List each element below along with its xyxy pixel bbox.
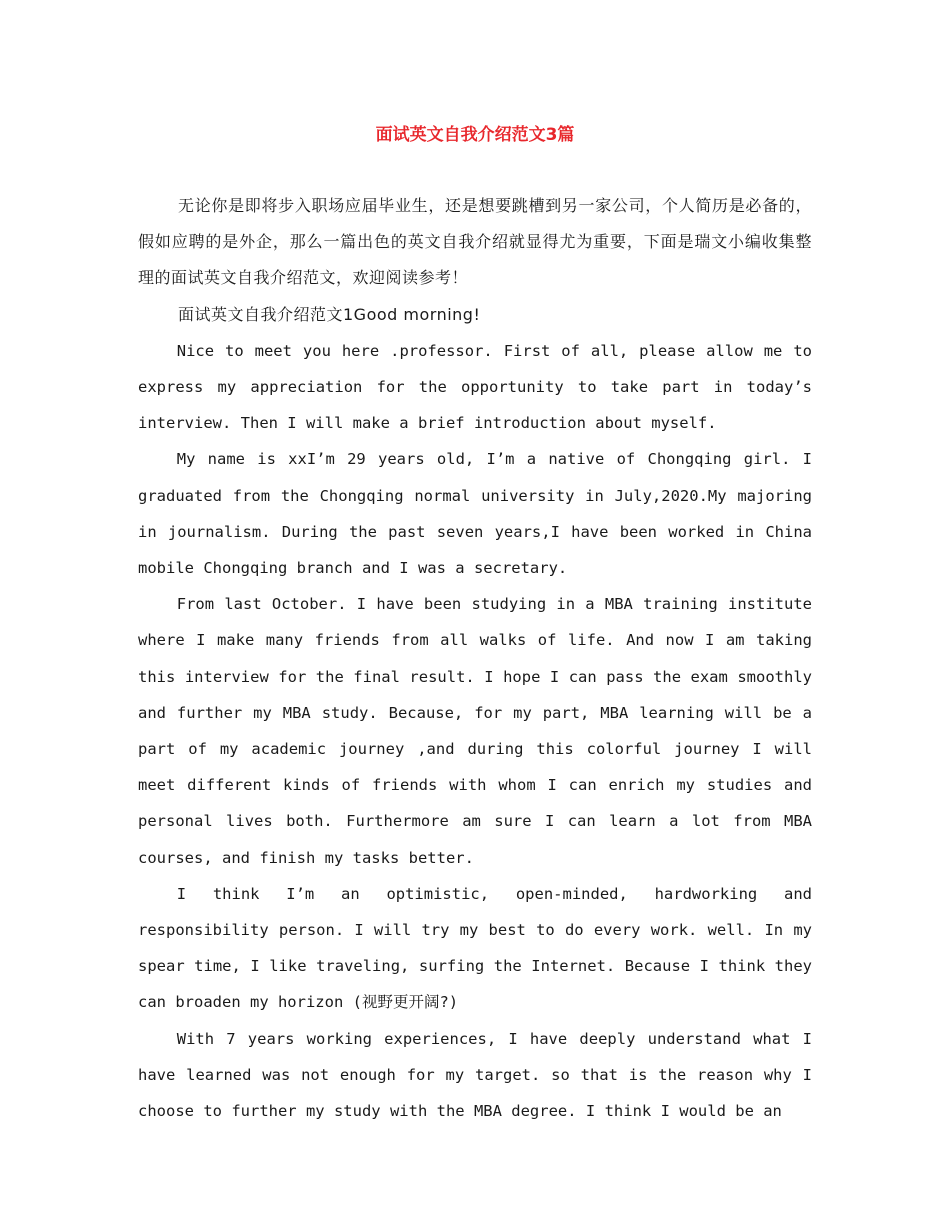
body-paragraph-mba: From last October. I have been studying in a MBA training institute where I make many friends from all walks of life. And now I am taking this interview for the final result. I hope I can pass the exam smoothly and further my MBA study. Because, for my part, MBA learning will be a part of my academic journey ,and during this colorful journey I will meet different kinds of friends with whom I can enrich my studies and personal lives both. Furthermore am sure I can learn a lot from MBA courses, and finish my tasks better. [138,595,812,867]
body-paragraph-experience: With 7 years working experiences, I have deeply understand what I have learned was not enough for my target. so that is the reason why I choose to further my study with the MBA degree. I think I would be an [138,1029,812,1121]
body-paragraph-personality: I think I’m an optimistic, open-minded, hardworking and responsibility person. I will try my best to do every work. well. In my spear time, I like traveling, surfing the Internet. Because I think they can broaden my horizon (视野更开阔?) [138,884,812,1012]
document-title: 面试英文自我介绍范文3篇 [375,125,575,145]
body-paragraph-greeting: Nice to meet you here .professor. First of all, please allow me to express my appreciation for the opportunity to take part in today’s interview. Then I will make a brief introduction about myself. [138,341,812,433]
intro-paragraph: 无论你是即将步入职场应届毕业生，还是想要跳槽到另一家公司，个人简历是必备的，假如应聘的是外企，那么一篇出色的英文自我介绍就显得尤为重要，下面是瑞文小编收集整理的面试英文自我介绍范文，欢迎阅读参考！ [138,196,812,288]
body-paragraph-background: My name is xxI’m 29 years old, I’m a native of Chongqing girl. I graduated from the Chongqing normal university in July,2020.My majoring in journalism. During the past seven years,I have been worked in China mobile Chongqing branch and I was a secretary. [138,450,812,578]
sample-heading-paragraph: 面试英文自我介绍范文1Good morning! [178,304,481,324]
document-body [138,188,812,1129]
